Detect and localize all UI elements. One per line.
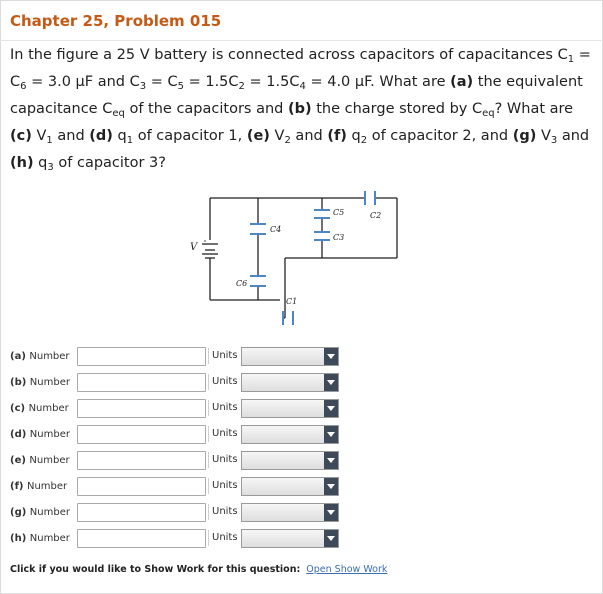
units-label-c: Units (208, 400, 242, 416)
units-label-f: Units (208, 478, 242, 494)
units-select-a[interactable] (241, 347, 339, 366)
chevron-down-icon[interactable] (324, 426, 338, 443)
title-divider (0, 40, 603, 41)
c1-label: C1 (286, 297, 298, 306)
c2-label: C2 (370, 211, 382, 220)
chevron-down-icon[interactable] (324, 478, 338, 495)
units-select-c[interactable] (241, 399, 339, 418)
number-input-f[interactable] (77, 477, 206, 496)
c5-label: C5 (333, 208, 345, 217)
units-label-d: Units (208, 426, 242, 442)
battery-label: V (190, 242, 198, 253)
c4-label: C4 (270, 225, 282, 234)
c6-label: C6 (236, 279, 248, 288)
show-work-bar (10, 564, 387, 575)
number-input-c[interactable] (77, 399, 206, 418)
circuit-diagram (170, 180, 410, 330)
chevron-down-icon[interactable] (324, 400, 338, 417)
chevron-down-icon[interactable] (324, 348, 338, 365)
show-work-prompt: Click if you would like to Show Work for this question: (10, 564, 301, 575)
units-select-e[interactable] (241, 451, 339, 470)
number-input-g[interactable] (77, 503, 206, 522)
units-label-h: Units (208, 530, 242, 546)
page-title: Chapter 25, Problem 015 (10, 12, 222, 30)
problem-statement: In the figure a 25 V battery is connected across capacitors of capacitances $C_1 = C_6 = 3.0$ μF and $C_3 = C_5 = 1.5C_2 = 1.5C_4 = 4.0$ μF. What are (a) the equivalent capacitance $C_{eq}$ of the capacitors and (b) the charge stored by $C_{eq}$? What are (c) $V_1$ and (d) $q_1$ of capacitor 1, (e) $V_2$ and (f) $q_2$ of capacitor 2, and (g) $V_3$ and (h) $q_3$ of capacitor 3? (10, 47, 591, 173)
number-input-a[interactable] (77, 347, 206, 366)
units-label-a: Units (208, 348, 242, 364)
units-select-d[interactable] (241, 425, 339, 444)
units-select-g[interactable] (241, 503, 339, 522)
chevron-down-icon[interactable] (324, 374, 338, 391)
open-show-work-link[interactable]: Open Show Work (306, 564, 388, 575)
chevron-down-icon[interactable] (324, 452, 338, 469)
units-label-b: Units (208, 374, 242, 390)
number-input-h[interactable] (77, 529, 206, 548)
c3-label: C3 (333, 233, 345, 242)
units-label-g: Units (208, 504, 242, 520)
units-label-e: Units (208, 452, 242, 468)
number-input-e[interactable] (77, 451, 206, 470)
chevron-down-icon[interactable] (324, 530, 338, 547)
units-select-f[interactable] (241, 477, 339, 496)
chevron-down-icon[interactable] (324, 504, 338, 521)
number-input-d[interactable] (77, 425, 206, 444)
battery-icon (202, 240, 218, 258)
circuit-wires (210, 198, 397, 318)
units-select-h[interactable] (241, 529, 339, 548)
units-select-b[interactable] (241, 373, 339, 392)
number-input-b[interactable] (77, 373, 206, 392)
